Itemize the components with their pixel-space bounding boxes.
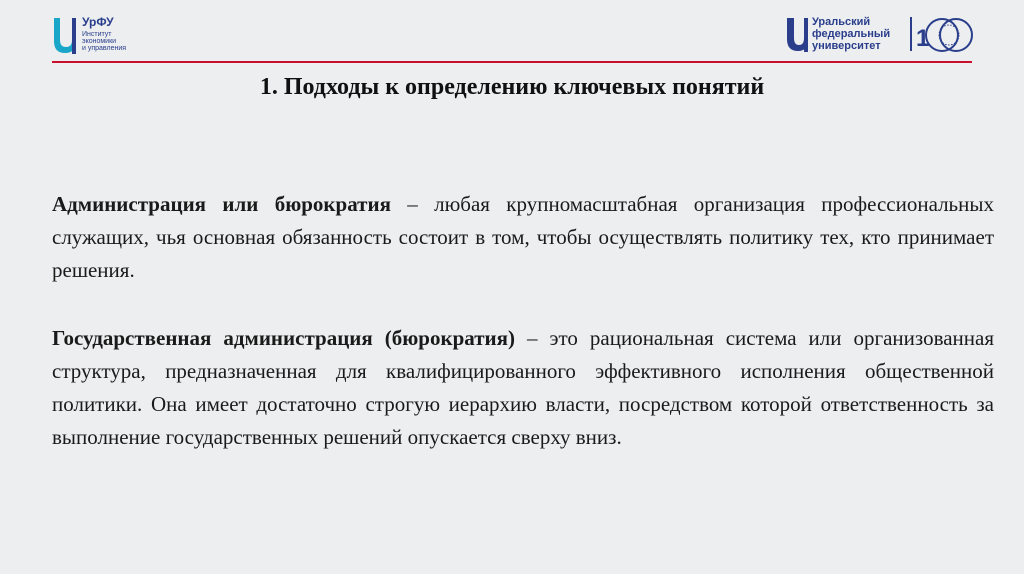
- urfu-u-logo-icon: [52, 16, 78, 56]
- university-name-line: федеральный: [812, 28, 891, 40]
- definition-term: Администрация или бюрократия: [52, 192, 391, 216]
- urfu-u-logo-icon: [786, 16, 812, 54]
- slide-title: 1. Подходы к определению ключевых понятий: [259, 74, 765, 100]
- definition-paragraph: [52, 322, 994, 454]
- logo-subtitle-line: Институт: [82, 31, 112, 38]
- institute-logo: [52, 14, 162, 60]
- logo-divider: [910, 17, 912, 51]
- logo-subtitle-line: и управления: [82, 45, 127, 52]
- definition-text: – это рациональная система или организованная структура, предназначенная для квалифицированного эффективного исполнения общественной политики. Она имеет достаточно строгую иерархию власти, посредством которой ответственность за выполнение государственных решений опускается сверху вниз.: [52, 326, 995, 449]
- definition-term: Государственная администрация (бюрократия): [52, 326, 515, 350]
- centenary-seal-icon: [916, 16, 976, 54]
- header-divider: [52, 61, 972, 63]
- svg-text:1: 1: [916, 25, 930, 52]
- university-name-line: университет: [812, 40, 881, 52]
- university-name-line: Уральский: [812, 16, 871, 28]
- definition-text: – любая крупномасштабная организация профессиональных служащих, чья основная обязанность состоит в том, чтобы осуществлять политику тех, кто принимает решения.: [52, 192, 994, 282]
- logo-subtitle-line: экономики: [82, 38, 117, 45]
- university-logo: [786, 14, 986, 58]
- logo-brand-text: УрФУ: [82, 15, 114, 29]
- definition-paragraph: [52, 188, 994, 287]
